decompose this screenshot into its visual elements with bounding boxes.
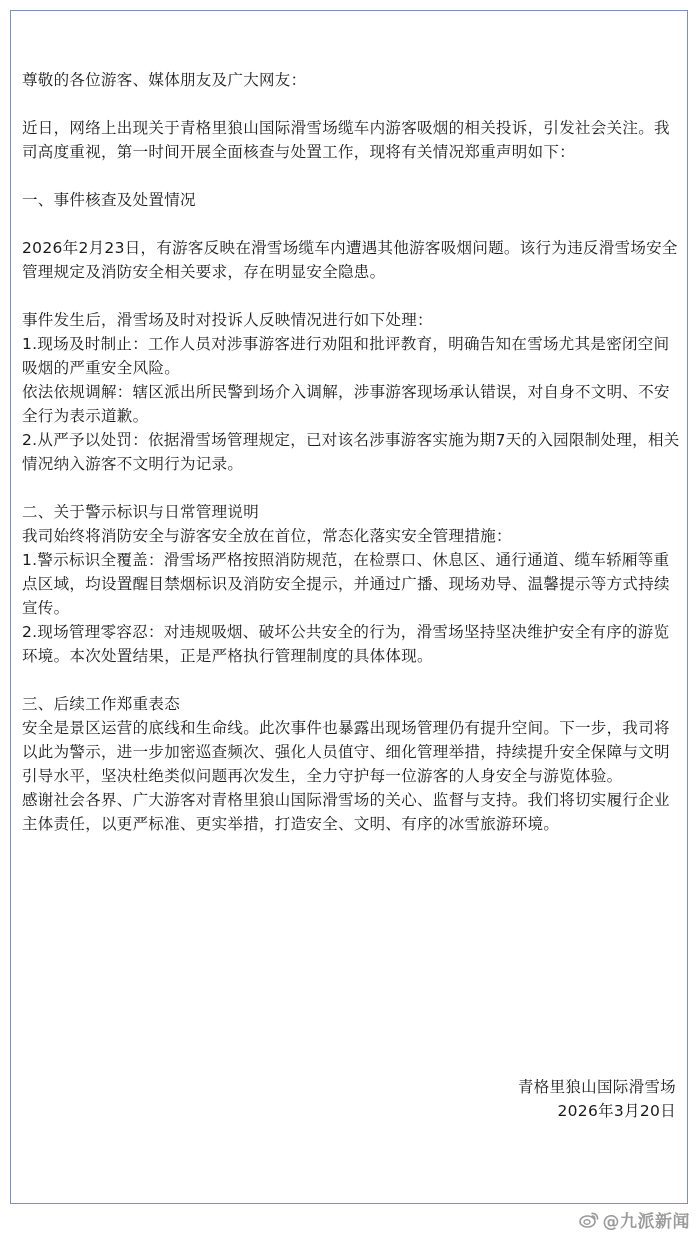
intro-paragraph: 近日，网络上出现关于青格里狼山国际滑雪场缆车内游客吸烟的相关投诉，引发社会关注。我司高度重视，第一时间开展全面核查与处置工作，现将有关情况郑重声明如下： xyxy=(22,119,670,161)
statement-body xyxy=(22,68,682,836)
section2-item-1: 1.警示标识全覆盖：滑雪场严格按照消防规范，在检票口、休息区、通行通道、缆车轿厢等重点区域，均设置醒目禁烟标识及消防安全提示，并通过广播、现场劝导、温馨提示等方式持续宣传。 xyxy=(22,551,670,617)
section2-item-2: 2.现场管理零容忍：对违规吸烟、破坏公共安全的行为，滑雪场坚持坚决维护安全有序的游览环境。本次处置结果，正是严格执行管理制度的具体体现。 xyxy=(22,623,670,665)
paragraph-gap xyxy=(22,212,682,236)
paragraph-gap xyxy=(22,164,682,188)
section1-paragraph-1: 2026年2月23日，有游客反映在滑雪场缆车内遭遇其他游客吸烟问题。该行为违反滑雪场安全管理规定及消防安全相关要求，存在明显安全隐患。 xyxy=(22,239,678,281)
watermark xyxy=(579,1207,691,1232)
signature-date: 2026年3月20日 xyxy=(557,1102,676,1120)
section2-heading: 二、关于警示标识与日常管理说明 xyxy=(22,503,260,521)
paragraph-gap xyxy=(22,92,682,116)
paragraph-gap xyxy=(22,476,682,500)
section3-heading: 三、后续工作郑重表态 xyxy=(22,695,181,713)
section1-item-2: 依法依规调解：辖区派出所民警到场介入调解，涉事游客现场承认错误，对自身不文明、不安全行为表示道歉。 xyxy=(22,383,670,425)
paragraph-gap xyxy=(22,668,682,692)
section1-item-3: 2.从严予以处罚：依据滑雪场管理规定，已对该名涉事游客实施为期7天的入园限制处理，相关情况纳入游客不文明行为记录。 xyxy=(22,431,680,473)
watermark-text: @九派新闻 xyxy=(602,1212,690,1232)
section3-paragraph-1: 安全是景区运营的底线和生命线。此次事件也暴露出现场管理仍有提升空间。下一步，我司将以此为警示，进一步加密巡查频次、强化人员值守、细化管理举措，持续提升安全保障与文明引导水平，坚决杜绝类似问题再次发生，全力守护每一位游客的人身安全与游览体验。 xyxy=(22,719,670,785)
section3-paragraph-2: 感谢社会各界、广大游客对青格里狼山国际滑雪场的关心、监督与支持。我们将切实履行企业主体责任，以更严标准、更实举措，打造安全、文明、有序的冰雪旅游环境。 xyxy=(22,791,670,833)
section1-item-1: 1.现场及时制止：工作人员对涉事游客进行劝阻和批评教育，明确告知在雪场尤其是密闭空间吸烟的严重安全风险。 xyxy=(22,335,670,377)
section1-heading: 一、事件核查及处置情况 xyxy=(22,191,196,209)
signature-block xyxy=(518,1075,676,1123)
signature-org: 青格里狼山国际滑雪场 xyxy=(517,1078,676,1096)
weibo-icon xyxy=(579,1211,599,1228)
salutation: 尊敬的各位游客、媒体朋友及广大网友： xyxy=(22,71,307,89)
section2-lead: 我司始终将消防安全与游客安全放在首位，常态化落实安全管理措施： xyxy=(22,527,512,545)
paragraph-gap xyxy=(22,284,682,308)
section1-lead: 事件发生后，滑雪场及时对投诉人反映情况进行如下处理： xyxy=(22,311,433,329)
